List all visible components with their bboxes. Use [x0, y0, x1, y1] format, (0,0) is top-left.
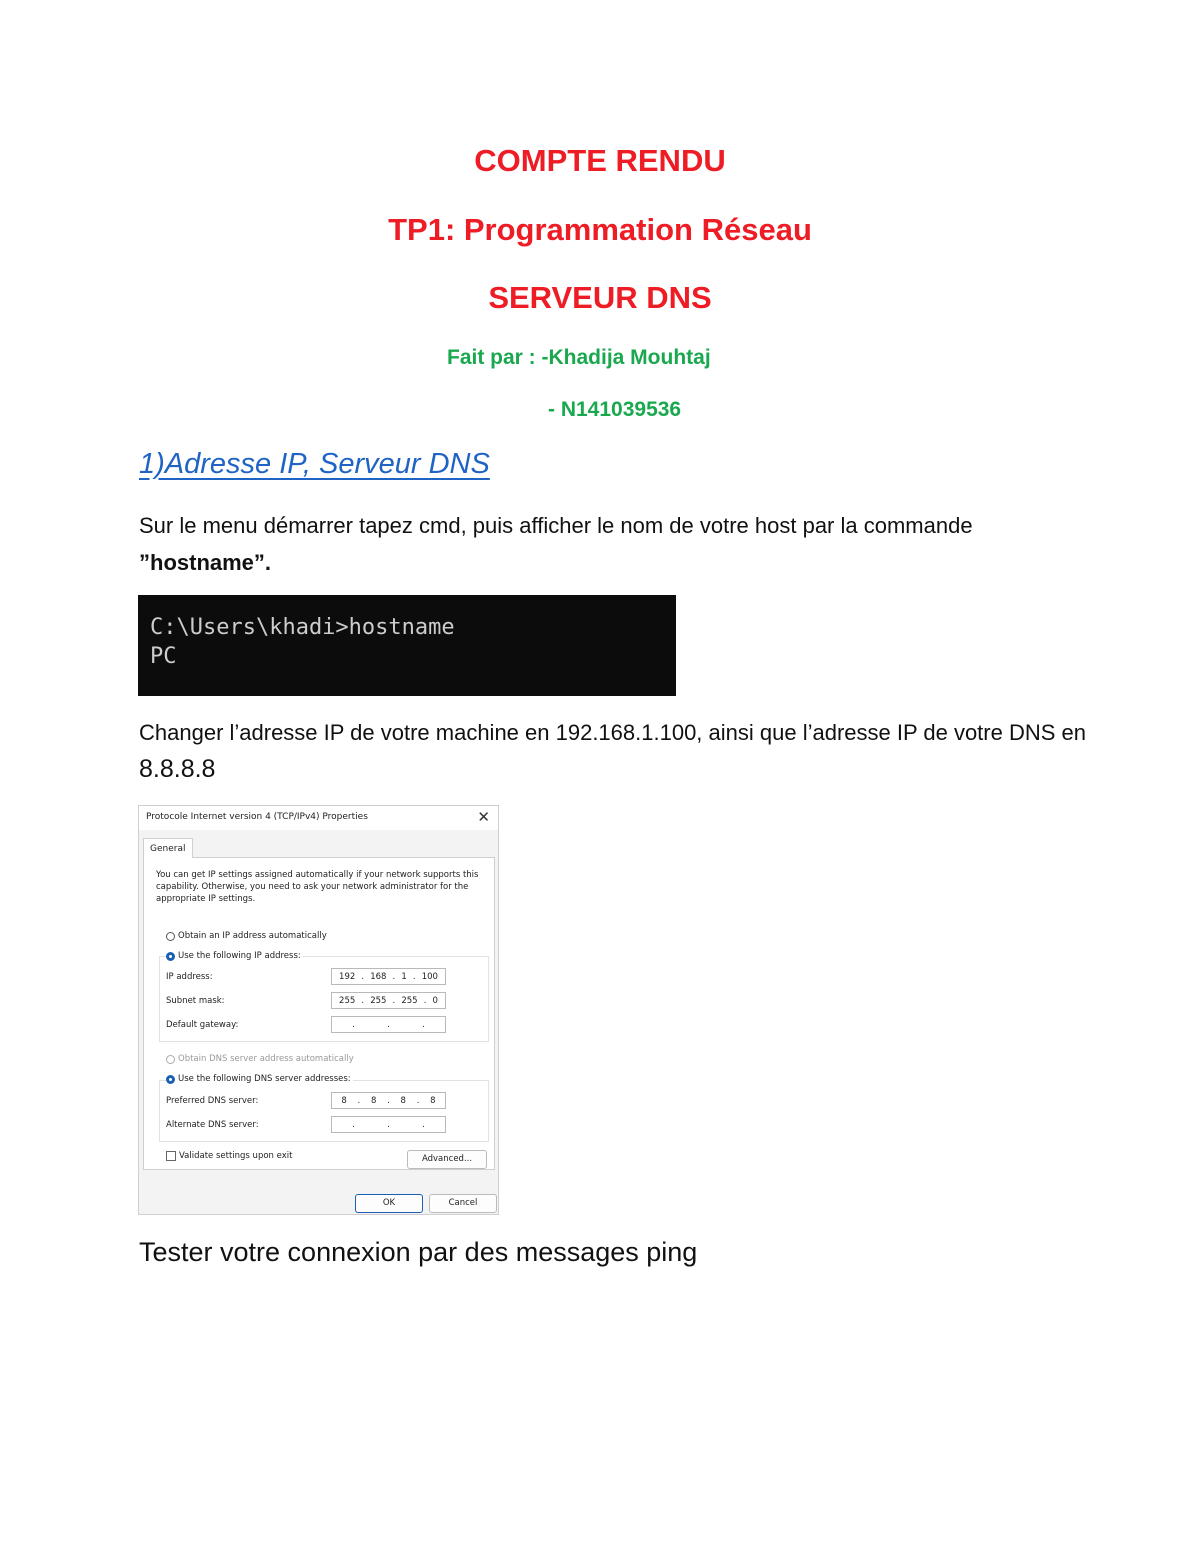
ip-octet: 1	[401, 971, 407, 982]
subnet-mask-label: Subnet mask:	[166, 996, 225, 1006]
paragraph-ip-change-text: Changer l’adresse IP de votre machine en 192.168.1.100, ainsi que l’adresse IP de votre DNS en	[139, 720, 1086, 745]
subnet-octet: 255	[401, 995, 418, 1006]
alternate-dns-field[interactable]: . . .	[331, 1116, 446, 1133]
cancel-button[interactable]: Cancel	[429, 1194, 497, 1213]
hostname-command: ”hostname”.	[139, 550, 272, 575]
radio-row-manual-dns[interactable]	[166, 1074, 353, 1084]
paragraph-hostname-text: Sur le menu démarrer tapez cmd, puis afficher le nom de votre host par la commande	[139, 513, 973, 538]
dns-octet: 8	[370, 1095, 377, 1106]
dialog-title: Protocole Internet version 4 (TCP/IPv4) Properties	[146, 812, 368, 822]
terminal-line-command: C:\Users\khadi>hostname	[150, 615, 455, 640]
close-icon[interactable]: ✕	[477, 808, 490, 826]
report-title: COMPTE RENDU	[474, 143, 726, 178]
radio-auto-ip[interactable]	[166, 932, 175, 941]
validate-settings-checkbox[interactable]	[166, 1151, 176, 1161]
dns-address-highlight: 8.8.8.8	[139, 755, 216, 783]
radio-manual-dns-label: Use the following DNS server addresses:	[178, 1074, 351, 1084]
subnet-mask-field[interactable]: 255 . 255 . 255 . 0	[331, 992, 446, 1009]
ip-octet: 100	[421, 971, 438, 982]
dialog-intro-text: You can get IP settings assigned automatically if your network supports this capability. Otherwise, you need to ask your network administrator for the appropriate IP settings.	[156, 870, 479, 904]
default-gateway-field[interactable]: . . .	[331, 1016, 446, 1033]
ip-address-label: IP address:	[166, 972, 213, 982]
advanced-button[interactable]: Advanced...	[407, 1150, 487, 1169]
ip-octet: 168	[370, 971, 387, 982]
dialog-titlebar	[139, 806, 498, 830]
subject-title: SERVEUR DNS	[488, 280, 712, 315]
subnet-octet: 255	[339, 995, 356, 1006]
default-gateway-label: Default gateway:	[166, 1020, 239, 1030]
radio-row-auto-ip[interactable]	[166, 931, 327, 941]
paragraph-hostname	[139, 507, 1099, 581]
general-panel	[143, 857, 495, 1170]
ip-octet: 192	[339, 971, 356, 982]
dns-octet: 8	[400, 1095, 406, 1106]
tp-title: TP1: Programmation Réseau	[388, 212, 812, 247]
radio-manual-ip-label: Use the following IP address:	[178, 951, 301, 961]
radio-manual-dns[interactable]	[166, 1075, 175, 1084]
subnet-octet: 255	[370, 995, 387, 1006]
alternate-dns-label: Alternate DNS server:	[166, 1120, 259, 1130]
radio-manual-ip[interactable]	[166, 952, 175, 961]
validate-settings-label: Validate settings upon exit	[179, 1151, 293, 1161]
preferred-dns-label: Preferred DNS server:	[166, 1096, 259, 1106]
paragraph-ip-change	[139, 714, 1099, 788]
radio-row-manual-ip[interactable]	[166, 951, 303, 961]
radio-auto-ip-label: Obtain an IP address automatically	[178, 931, 327, 941]
validate-settings-row[interactable]	[166, 1151, 292, 1161]
dns-octet: 8	[430, 1095, 436, 1106]
radio-row-auto-dns	[166, 1054, 354, 1064]
tab-general[interactable]: General	[143, 838, 193, 858]
ip-address-field[interactable]: 192 . 168 . 1 . 100	[331, 968, 446, 985]
section-heading: 1)Adresse IP, Serveur DNS	[139, 448, 490, 480]
paragraph-ping: Tester votre connexion par des messages ping	[139, 1237, 698, 1267]
terminal-screenshot	[138, 595, 676, 696]
radio-auto-dns	[166, 1055, 175, 1064]
dns-octet: 8	[341, 1095, 347, 1106]
preferred-dns-field[interactable]: 8 . 8 . 8 . 8	[331, 1092, 446, 1109]
student-number: - N141039536	[548, 398, 682, 421]
subnet-octet: 0	[432, 995, 438, 1006]
ipv4-properties-dialog	[138, 805, 499, 1215]
radio-auto-dns-label: Obtain DNS server address automatically	[178, 1054, 354, 1064]
author-name: Fait par : -Khadija Mouhtaj	[447, 346, 711, 369]
terminal-line-output: PC	[150, 644, 177, 669]
ok-button[interactable]: OK	[355, 1194, 423, 1213]
